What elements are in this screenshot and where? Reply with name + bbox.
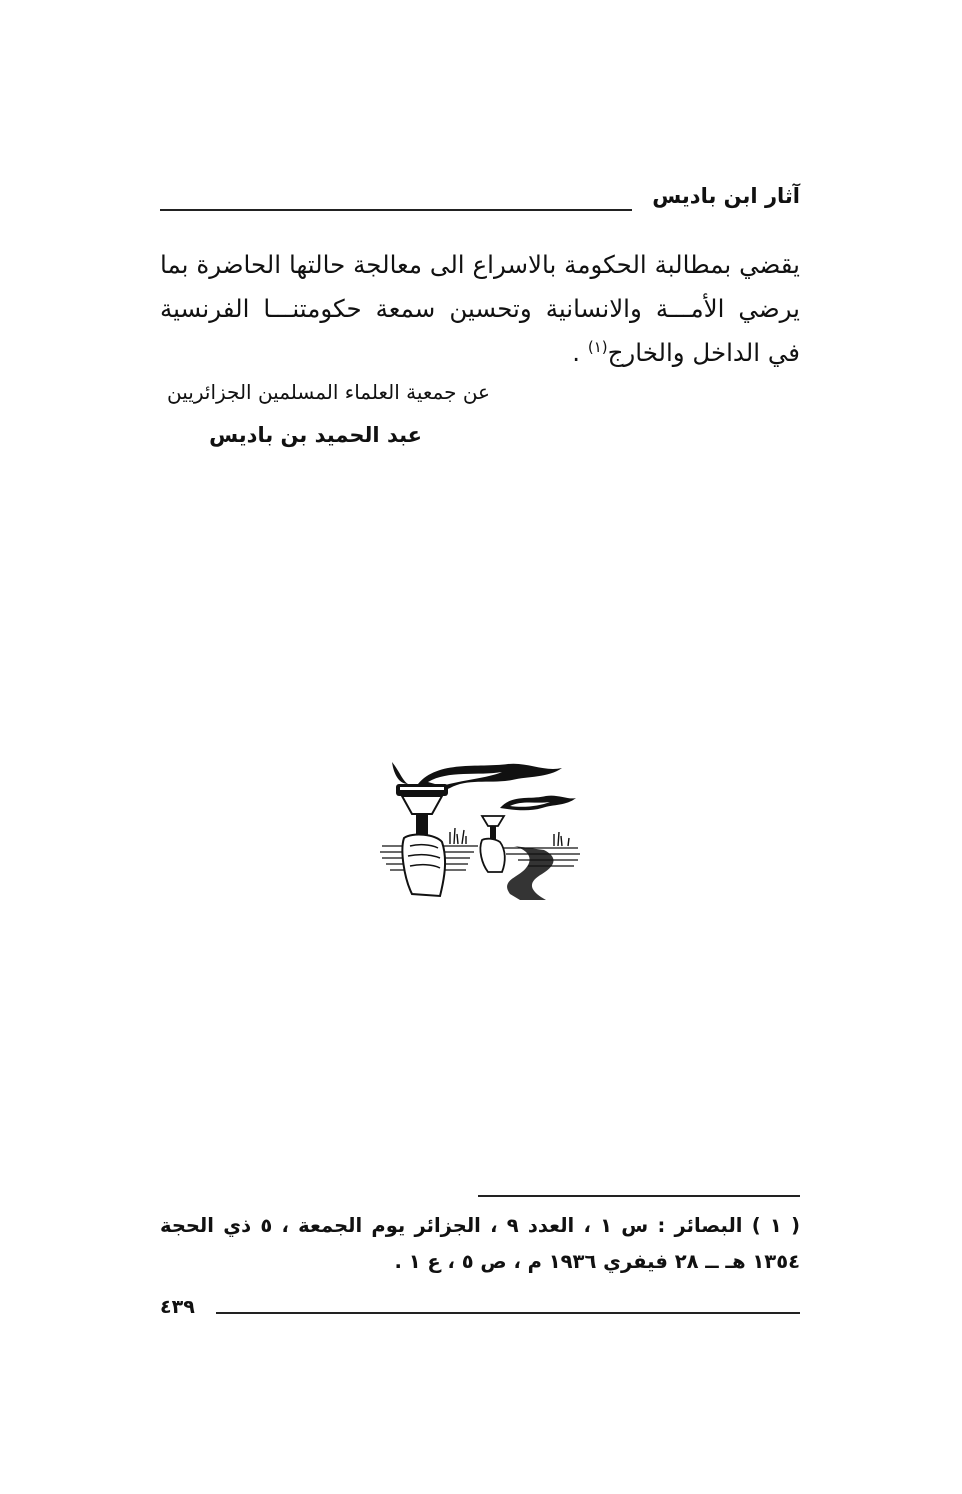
paragraph-end-mark: . — [572, 338, 588, 367]
torches-ornament-icon — [378, 754, 588, 904]
footer-rule — [216, 1312, 800, 1314]
flame-tip — [392, 762, 408, 784]
footnote-marker: (١) — [587, 337, 608, 356]
torch-cup — [402, 796, 442, 814]
torch-band-stripe — [400, 787, 444, 790]
paragraph-text: يقضي بمطالبة الحكومة بالاسراع الى معالجة حالتها الحاضرة بما يرضي الأمـــة والانسانية وتحسين سمعة حكومتنـــا الفرنسية في الداخل والخارج — [160, 250, 800, 367]
small-torch-cup — [482, 816, 504, 826]
signature-organization: عن جمعية العلماء المسلمين الجزائريين — [167, 380, 490, 404]
footnote: ( ١ ) البصائر : س ١ ، العدد ٩ ، الجزائر يوم الجمعة ، ٥ ذي الحجة ١٣٥٤ هـ ــ ٢٨ فيفري ١٩٣٦ م ، ص ٥ ، ع ١ . — [160, 1214, 800, 1273]
page-number: ٤٣٩ — [160, 1296, 195, 1318]
footnote-rule — [478, 1195, 800, 1197]
reeds — [450, 828, 569, 846]
body-paragraph — [160, 243, 800, 375]
running-header — [160, 182, 800, 222]
running-title: آثار ابن باديس — [652, 184, 800, 208]
signature-name: عبد الحميد بن باديس — [209, 423, 422, 447]
header-rule — [160, 209, 632, 211]
small-hand — [480, 839, 504, 872]
